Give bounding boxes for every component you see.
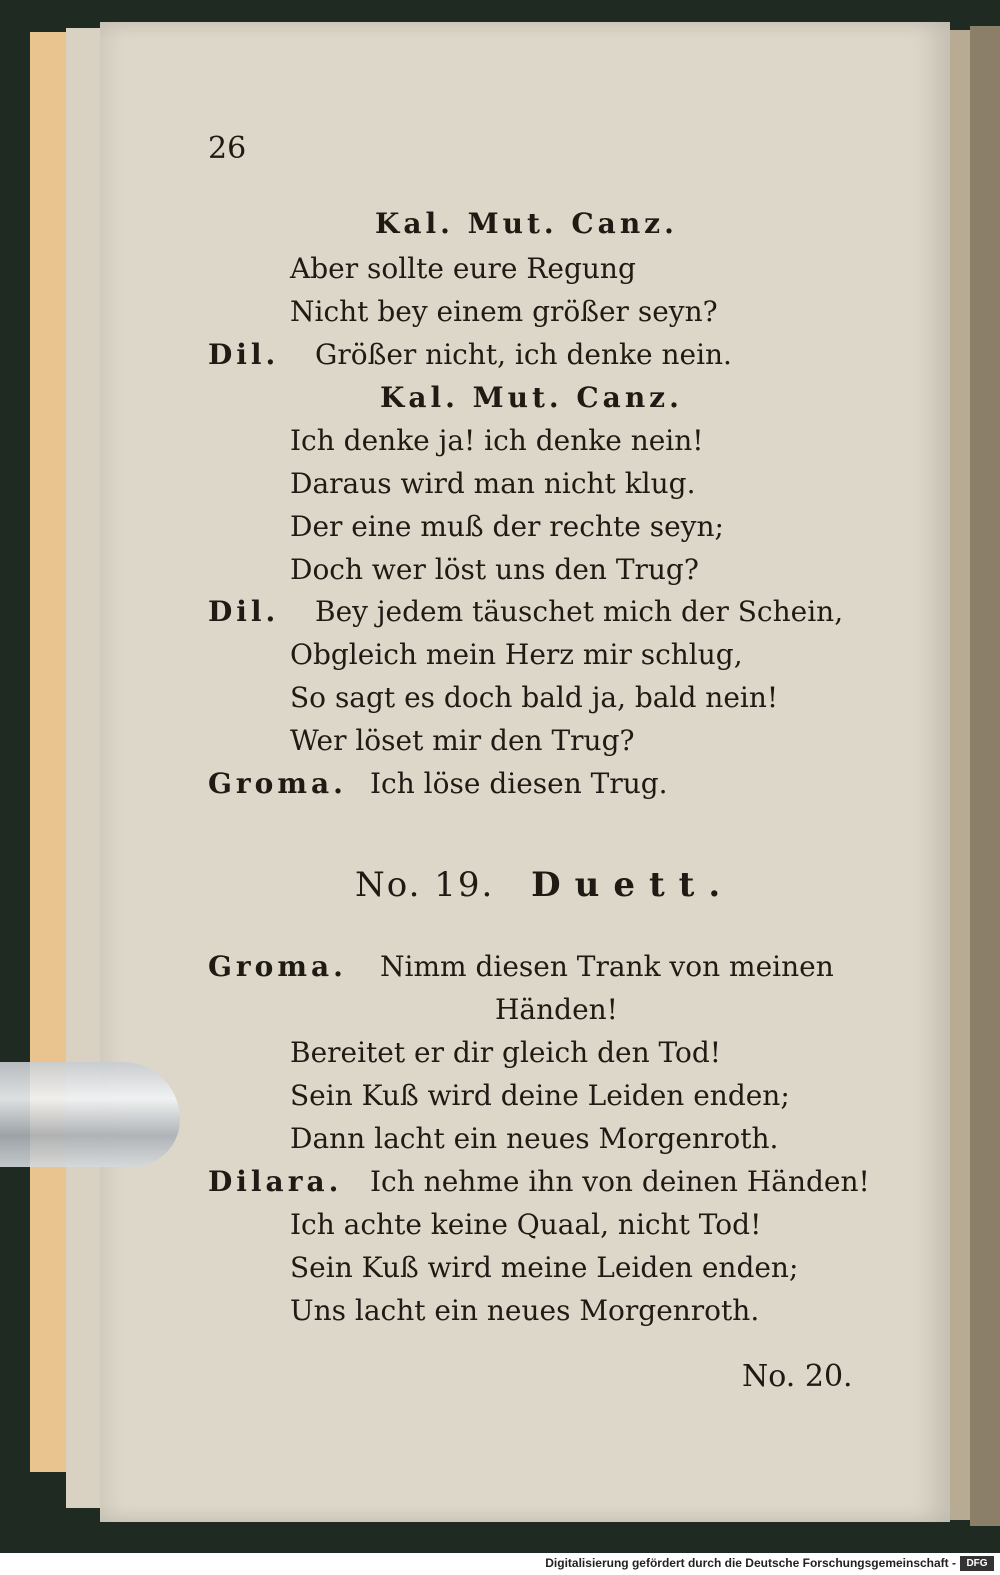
heading-number: No. 19. xyxy=(355,865,495,905)
verse-line: Nicht bey einem größer seyn? xyxy=(290,295,718,328)
speaker-label: Groma. xyxy=(208,767,347,800)
verse-line: Wer löset mir den Trug? xyxy=(290,724,635,757)
verse-line: Aber sollte eure Regung xyxy=(290,252,636,285)
verse-line: Größer nicht, ich denke nein. xyxy=(315,338,732,371)
speaker-label: Dilara. xyxy=(208,1165,343,1198)
verse-line: Uns lacht ein neues Morgenroth. xyxy=(290,1294,760,1327)
catchword: No. 20. xyxy=(742,1359,853,1394)
verse-line: Obgleich mein Herz mir schlug, xyxy=(290,638,743,671)
verse-line: Sein Kuß wird deine Leiden enden; xyxy=(290,1079,790,1112)
verse-line: Kal. Mut. Canz. xyxy=(380,381,683,414)
speaker-label: Dil. xyxy=(208,595,280,628)
verse-line: Der eine muß der rechte seyn; xyxy=(290,510,724,543)
speaker-label: Dil. xyxy=(208,338,280,371)
verse-line: Ich achte keine Quaal, nicht Tod! xyxy=(290,1208,762,1241)
heading-title: Duett. xyxy=(531,865,735,905)
verse-line: Bereitet er dir gleich den Tod! xyxy=(290,1036,722,1069)
verse-line: Kal. Mut. Canz. xyxy=(375,207,678,240)
page-clip xyxy=(0,1062,180,1167)
verse-line: Sein Kuß wird meine Leiden enden; xyxy=(290,1251,799,1284)
speaker-label: Groma. xyxy=(208,950,347,983)
dfg-logo: DFG xyxy=(960,1556,994,1571)
verse-line: Nimm diesen Trank von meinen xyxy=(380,950,834,983)
verse-line: Ich nehme ihn von deinen Händen! xyxy=(370,1165,870,1198)
verse-line: Ich löse diesen Trug. xyxy=(370,767,668,800)
verse-line: Doch wer löst uns den Trug? xyxy=(290,553,699,586)
verse-line: So sagt es doch bald ja, bald nein! xyxy=(290,681,779,714)
verse-line: Dann lacht ein neues Morgenroth. xyxy=(290,1122,779,1155)
section-heading xyxy=(355,865,735,905)
verse-line: Ich denke ja! ich denke nein! xyxy=(290,424,704,457)
verse-line: Daraus wird man nicht klug. xyxy=(290,467,696,500)
footer-credit: Digitalisierung gefördert durch die Deutsche Forschungsgemeinschaft - xyxy=(545,1556,956,1570)
verse-line: Händen! xyxy=(495,993,618,1026)
footer-bar xyxy=(0,1553,1000,1575)
next-page-shadow xyxy=(970,26,1000,1526)
page-number: 26 xyxy=(208,131,247,166)
verse-line: Bey jedem täuschet mich der Schein, xyxy=(315,595,844,628)
